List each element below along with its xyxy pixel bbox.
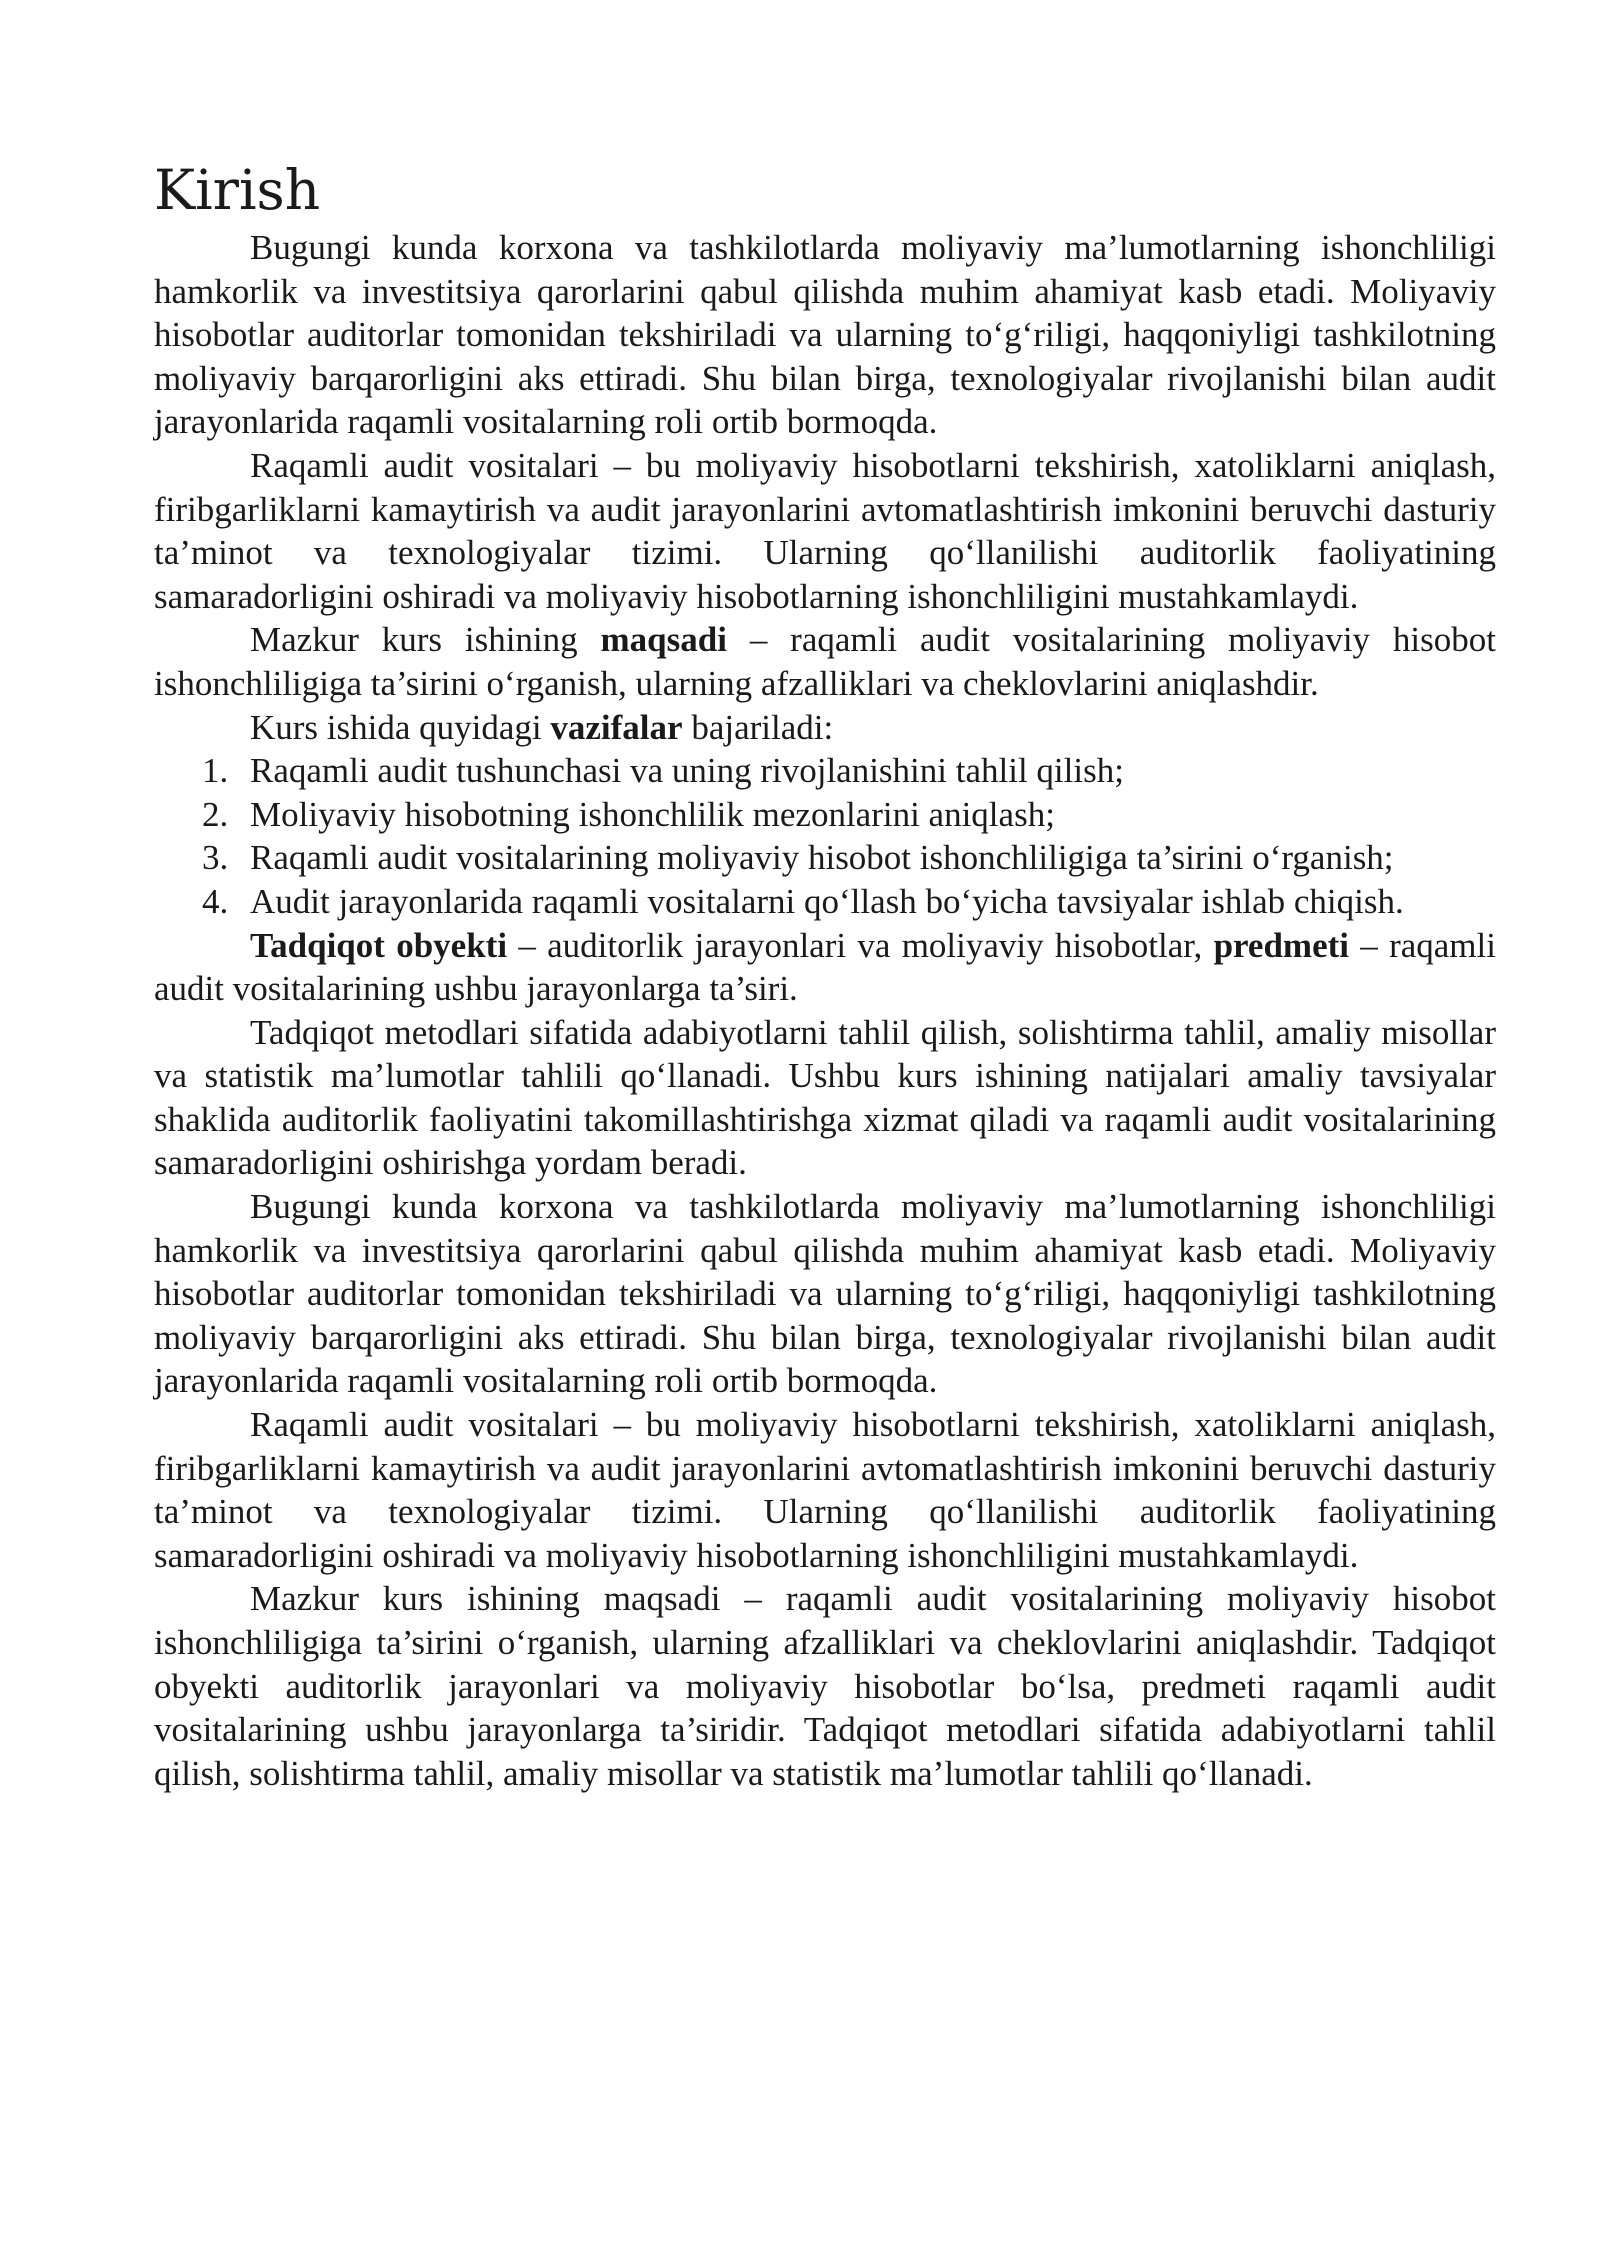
tasks-list <box>154 749 1496 923</box>
paragraph-object-mid: – auditorlik jarayonlari va moliyaviy hisobotlar, <box>507 925 1214 965</box>
paragraph-repeat-1: Bugungi kunda korxona va tashkilotlarda moliyaviy ma’lumotlarning ishonchliligi hamkorlik va investitsiya qarorlarini qabul qilishda muhim ahamiyat kasb etadi. Moliyaviy hisobotlar auditorlar tomonidan tekshiriladi va ularning to‘g‘riligi, haqqoniyligi tashkilotning moliyaviy barqarorligini aks ettiradi. Shu bilan birga, texnologiyalar rivojlanishi bilan audit jarayonlarida raqamli vositalarning roli ortib bormoqda. <box>154 1187 1496 1401</box>
paragraph-summary: Mazkur kurs ishining maqsadi – raqamli audit vositalarining moliyaviy hisobot ishonchliligiga ta’sirini o‘rganish, ularning afzalliklari va cheklovlarini aniqlashdir. Tadqiqot obyekti auditorlik jarayonlari va moliyaviy hisobotlar bo‘lsa, predmeti raqamli audit vositalarining ushbu jarayonlarga ta’siridir. Tadqiqot metodlari sifatida adabiyotlarni tahlil qilish, solishtirma tahlil, amaliy misollar va statistik ma’lumotlar tahlili qo‘llanadi. <box>154 1579 1496 1793</box>
paragraph-intro-2: Raqamli audit vositalari – bu moliyaviy hisobotlarni tekshirish, xatoliklarni aniqlash, firibgarliklarni kamaytirish va audit jarayonlarini avtomatlashtirish imkonini beruvchi dasturiy ta’minot va texnologiyalar tizimi. Ularning qo‘llanilishi auditorlik faoliyatining samaradorligini oshiradi va moliyaviy hisobotlarning ishonchliligini mustahkamlaydi. <box>154 445 1496 616</box>
paragraph-object-bold: Tadqiqot obyekti <box>250 925 508 965</box>
list-item-number: 1. <box>202 751 229 791</box>
paragraph-subject-post: – raqamli audit vositalarining ushbu jarayonlarga ta’siri. <box>154 925 1496 1009</box>
list-item <box>154 793 1496 837</box>
list-item-text: Moliyaviy hisobotning ishonchlilik mezonlarini aniqlash; <box>250 794 1055 834</box>
list-item <box>154 836 1496 880</box>
paragraph-subject-bold: predmeti <box>1213 925 1349 965</box>
list-item-text: Audit jarayonlarida raqamli vositalarni qo‘llash bo‘yicha tavsiyalar ishlab chiqish. <box>250 881 1404 921</box>
paragraph-tasks-bold: vazifalar <box>550 707 683 747</box>
paragraph-tasks-intro <box>154 706 1496 750</box>
paragraph-tasks-pre: Kurs ishida quyidagi <box>250 707 551 747</box>
paragraph-goal-bold: maqsadi <box>600 620 727 660</box>
paragraph-goal-pre: Mazkur kurs ishining <box>250 620 601 660</box>
paragraph-goal <box>154 618 1496 705</box>
list-item <box>154 749 1496 793</box>
paragraph-methods: Tadqiqot metodlari sifatida adabiyotlarni tahlil qilish, solishtirma tahlil, amaliy misollar va statistik ma’lumotlar tahlili qo‘llanadi. Ushbu kurs ishining natijalari amaliy tavsiyalar shaklida auditorlik faoliyatini takomillashtirishga xizmat qiladi va raqamli audit vositalarining samaradorligini oshirishga yordam beradi. <box>154 1012 1496 1183</box>
list-item <box>154 880 1496 924</box>
document-page <box>154 150 1496 1795</box>
paragraph-tasks-post: bajariladi: <box>682 707 834 747</box>
list-item-text: Raqamli audit vositalarining moliyaviy hisobot ishonchliligiga ta’sirini o‘rganish; <box>250 838 1394 878</box>
list-item-number: 4. <box>202 881 229 921</box>
list-item-number: 3. <box>202 838 229 878</box>
paragraph-object-subject <box>154 924 1496 1011</box>
paragraph-intro-1: Bugungi kunda korxona va tashkilotlarda moliyaviy ma’lumotlarning ishonchliligi hamkorlik va investitsiya qarorlarini qabul qilishda muhim ahamiyat kasb etadi. Moliyaviy hisobotlar auditorlar tomonidan tekshiriladi va ularning to‘g‘riligi, haqqoniyligi tashkilotning moliyaviy barqarorligini aks ettiradi. Shu bilan birga, texnologiyalar rivojlanishi bilan audit jarayonlarida raqamli vositalarning roli ortib bormoqda. <box>154 228 1496 442</box>
list-item-number: 2. <box>202 794 229 834</box>
list-item-text: Raqamli audit tushunchasi va uning rivojlanishini tahlil qilish; <box>250 751 1124 791</box>
page-title: Kirish <box>154 158 321 222</box>
paragraph-goal-post: – raqamli audit vositalarining moliyaviy hisobot ishonchliligiga ta’sirini o‘rganish, ularning afzalliklari va cheklovlarini aniqlashdir. <box>154 620 1496 703</box>
paragraph-repeat-2: Raqamli audit vositalari – bu moliyaviy hisobotlarni tekshirish, xatoliklarni aniqlash, firibgarliklarni kamaytirish va audit jarayonlarini avtomatlashtirish imkonini beruvchi dasturiy ta’minot va texnologiyalar tizimi. Ularning qo‘llanilishi auditorlik faoliyatining samaradorligini oshiradi va moliyaviy hisobotlarning ishonchliligini mustahkamlaydi. <box>154 1405 1496 1575</box>
